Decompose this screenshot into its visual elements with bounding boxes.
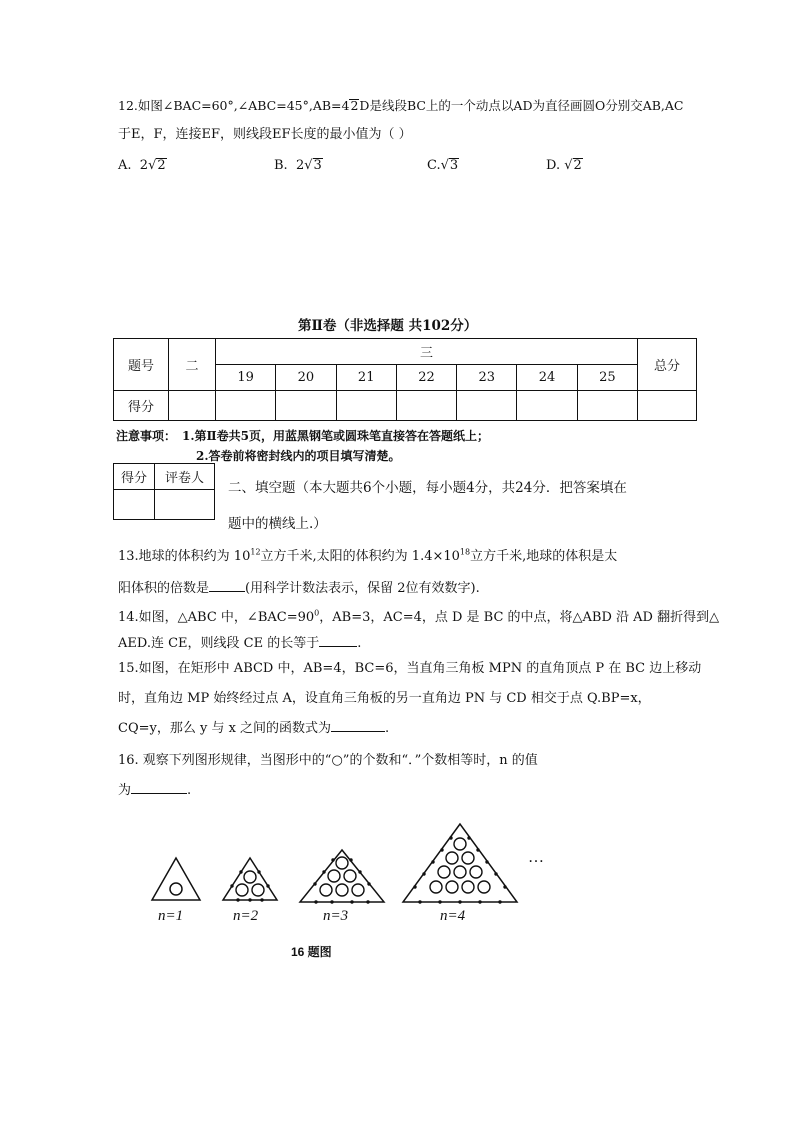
score-table-col-20: 20 [276, 365, 336, 391]
score-cell[interactable] [577, 391, 637, 421]
q13-line2a: 阳体积的倍数是 [118, 581, 210, 596]
q15-line3 [118, 717, 389, 736]
score-table-section-3: 三 [216, 339, 638, 365]
q13-text-a: 13.地球的体积约为 10 [118, 549, 251, 564]
q12-line1 [118, 96, 684, 114]
figure-ellipsis: … [528, 849, 544, 866]
score-table-col-23: 23 [457, 365, 517, 391]
figure-n3 [300, 850, 384, 904]
option-d-radical: 2 [573, 158, 582, 173]
q14-line2-text: AED.连 CE，则线段 CE 的长等于 [118, 636, 320, 651]
q14-answer-blank[interactable] [319, 634, 357, 647]
fill-heading-line2: 题中的横线上.） [228, 516, 327, 532]
q14-line2 [118, 632, 361, 651]
q13-exp2: 18 [459, 547, 471, 557]
q13-answer-blank[interactable] [209, 579, 245, 592]
score-table-section-2: 二 [169, 339, 216, 391]
option-a-label: A. [118, 158, 132, 173]
notes-item1: 1.第Ⅱ卷共5页，用蓝黑钢笔或圆珠笔直接答在答题纸上； [182, 429, 490, 443]
option-b-coef: 2 [295, 158, 305, 173]
q14-line1 [118, 606, 719, 625]
score-cell[interactable] [517, 391, 577, 421]
score-cell[interactable] [276, 391, 336, 421]
q12-option-d: D. √2 [546, 158, 582, 173]
option-b-radical: 3 [313, 158, 322, 173]
q12-line1-tail: D是线段BC上的一个动点以AD为直径画圆O分别交AB,AC [359, 98, 684, 113]
figure-n4 [403, 824, 517, 904]
figure-label-n1: n=1 [158, 908, 184, 924]
q13-exp1: 12 [250, 547, 261, 557]
q16-end: . [187, 783, 192, 798]
score-cell[interactable] [396, 391, 456, 421]
q12-option-c: C.√3 [427, 158, 459, 173]
figure-n1 [152, 858, 200, 900]
q15-end: . [385, 721, 390, 736]
figure-caption: 16 题图 [291, 945, 332, 959]
q15-line3-text: CQ=y，那么 y 与 x 之间的函数式为 [118, 721, 332, 736]
grader-score-cell[interactable] [114, 490, 155, 520]
q15-answer-blank[interactable] [331, 719, 385, 732]
q14-deg: 0 [314, 608, 320, 618]
score-table-defen: 得分 [114, 391, 169, 421]
q14-end: . [357, 636, 362, 651]
notes-line1 [116, 427, 489, 444]
q16-line1: 16. 观察下列图形规律，当图形中的“○”的个数和“．”个数相等时，n 的值 [118, 753, 538, 768]
score-table-col-22: 22 [396, 365, 456, 391]
q15-line2: 时，直角边 MP 始终经过点 A，设直角三角板的另一直角边 PN 与 CD 相交于点 Q.BP=x， [118, 691, 651, 706]
q13-text-c: 立方千米,地球的体积是太 [470, 549, 618, 564]
q13-line2 [118, 577, 480, 596]
figure-label-n3: n=3 [323, 908, 349, 924]
q13-text-b: 立方千米,太阳的体积约为 1.4×10 [260, 549, 460, 564]
grader-defen: 得分 [114, 464, 155, 490]
figure-n2 [223, 858, 277, 902]
score-table-tihao: 题号 [114, 339, 169, 391]
score-table-col-19: 19 [216, 365, 276, 391]
option-d-label: D. [546, 158, 561, 173]
option-c-label: C. [427, 158, 441, 173]
score-cell[interactable] [336, 391, 396, 421]
score-cell[interactable] [638, 391, 697, 421]
q12-line1-radical: 2 [350, 98, 359, 113]
score-cell[interactable] [169, 391, 216, 421]
notes-line2: 2.答卷前将密封线内的项目填写清楚。 [196, 449, 401, 463]
section-title: 第Ⅱ卷（非选择题 共102分） [298, 318, 478, 334]
score-table-total: 总分 [638, 339, 697, 391]
q12-option-b: B. 2√3 [274, 158, 322, 173]
score-table-col-25: 25 [577, 365, 637, 391]
q13-line2b: (用科学计数法表示，保留 2位有效数字). [245, 581, 480, 596]
q14-text-b: ，AB=3，AC=4，点 D 是 BC 的中点，将△ABD 沿 AD 翻折得到△ [319, 610, 720, 625]
figure-label-n4: n=4 [440, 908, 466, 924]
option-a-radical: 2 [157, 158, 166, 173]
notes-head: 注意事项： [116, 429, 177, 443]
q15-line1: 15.如图，在矩形中 ABCD 中，AB=4，BC=6，当直角三角板 MPN 的直角顶点 P 在 BC 边上移动 [118, 661, 702, 676]
score-table-col-21: 21 [336, 365, 396, 391]
option-c-radical: 3 [449, 158, 459, 173]
q16-line2 [118, 779, 191, 798]
grader-pingjuanren: 评卷人 [155, 464, 215, 490]
score-table-col-24: 24 [517, 365, 577, 391]
figure-label-n2: n=2 [233, 908, 259, 924]
grader-table [113, 463, 215, 520]
score-table [113, 338, 697, 421]
q16-figure [120, 810, 560, 925]
q13-line1 [118, 545, 617, 564]
score-cell[interactable] [457, 391, 517, 421]
fill-heading-line1: 二、填空题（本大题共6个小题，每小题4分，共24分．把答案填在 [228, 480, 627, 496]
q12-line2: 于E，F，连接EF，则线段EF长度的最小值为（ ） [118, 127, 412, 142]
option-b-label: B. [274, 158, 288, 173]
option-a-coef: 2 [139, 158, 149, 173]
score-cell[interactable] [216, 391, 276, 421]
q14-text-a: 14.如图，△ABC 中，∠BAC=90 [118, 610, 315, 625]
q16-line2-text: 为 [118, 783, 132, 798]
q12-line1-text: 12.如图∠BAC=60°,∠ABC=45°,AB=4 [118, 98, 350, 113]
q16-answer-blank[interactable] [131, 781, 187, 794]
grader-name-cell[interactable] [155, 490, 215, 520]
q12-option-a: A. 2√2 [118, 158, 166, 173]
